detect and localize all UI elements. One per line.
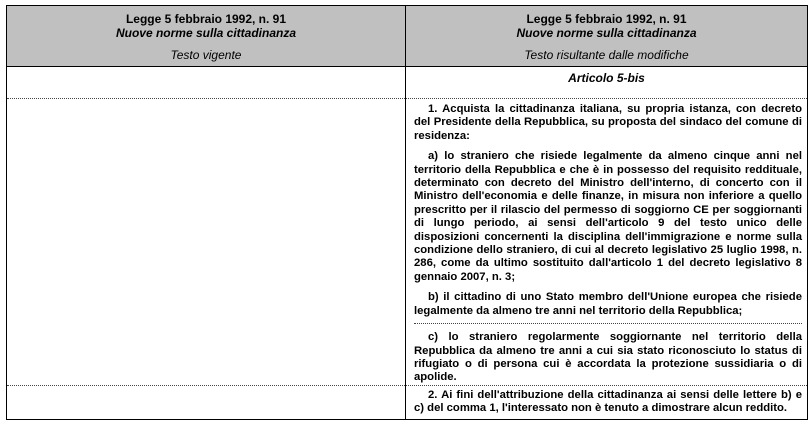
header-right-cell <box>406 6 808 67</box>
left-column-label: Testo vigente <box>170 48 242 62</box>
comma2-row <box>7 385 808 419</box>
comparison-table <box>6 5 808 420</box>
comma2-cell <box>406 385 808 419</box>
right-law-subtitle: Nuove norme sulla cittadinanza <box>516 26 697 40</box>
left-law-title: Legge 5 febbraio 1992, n. 91 <box>125 12 287 26</box>
left-empty-cell <box>7 385 406 419</box>
left-empty-cell <box>7 67 406 99</box>
comma1-cell <box>406 99 808 386</box>
comma2-text: 2. Ai fini dell'attribuzione della cittadinanza ai sensi delle lettere b) e c) del comma 1, l'interessato non è tenuto a dimostrare alcun reddito. <box>414 388 802 415</box>
left-law-subtitle: Nuove norme sulla cittadinanza <box>115 26 297 40</box>
paragraph-separator <box>414 323 802 324</box>
comma1-row <box>7 99 808 386</box>
left-empty-cell <box>7 99 406 386</box>
right-column-label: Testo risultante dalle modifiche <box>524 48 689 62</box>
header-row <box>7 6 808 67</box>
comma1-letter-c: c) lo straniero regolarmente soggiornante nel territorio della Repubblica da almeno tre anni a cui sia stato riconosciuto lo status di rifugiato o di persona cui è accordata la protezione sussidiaria o di apolide. <box>414 331 802 384</box>
article-title-row <box>7 67 808 99</box>
comma1-intro: 1. Acquista la cittadinanza italiana, su propria istanza, con decreto del Presidente della Repubblica, su proposta del sindaco del comune di residenza: <box>414 103 802 142</box>
article-title: Articolo 5-bis <box>568 71 645 85</box>
comma1-letter-a: a) lo straniero che risiede legalmente da almeno cinque anni nel territorio della Repubblica e che è in possesso del requisito reddituale, determinato con decreto del Ministro dell'interno, di concerto con il Ministro dell'economia e delle finanze, in misura non inferiore a quello prescritto per il rilascio del permesso di soggiorno CE per soggiornanti di lungo periodo, ai sensi dell'articolo 9 del testo unico delle disposizioni concernenti la disciplina dell'immigrazione e norme sulla condizione dello straniero, di cui al decreto legislativo 25 luglio 1998, n. 286, come da ultimo sostituito dall'articolo 1 del decreto legislativo 8 gennaio 2007, n. 3; <box>414 150 802 283</box>
comma1-letter-b: b) il cittadino di uno Stato membro dell'Unione europea che risiede legalmente da almeno tre anni nel territorio della Repubblica; <box>414 291 802 317</box>
article-title-cell <box>406 67 808 99</box>
right-law-title: Legge 5 febbraio 1992, n. 91 <box>526 12 687 26</box>
header-left-cell <box>7 6 406 67</box>
